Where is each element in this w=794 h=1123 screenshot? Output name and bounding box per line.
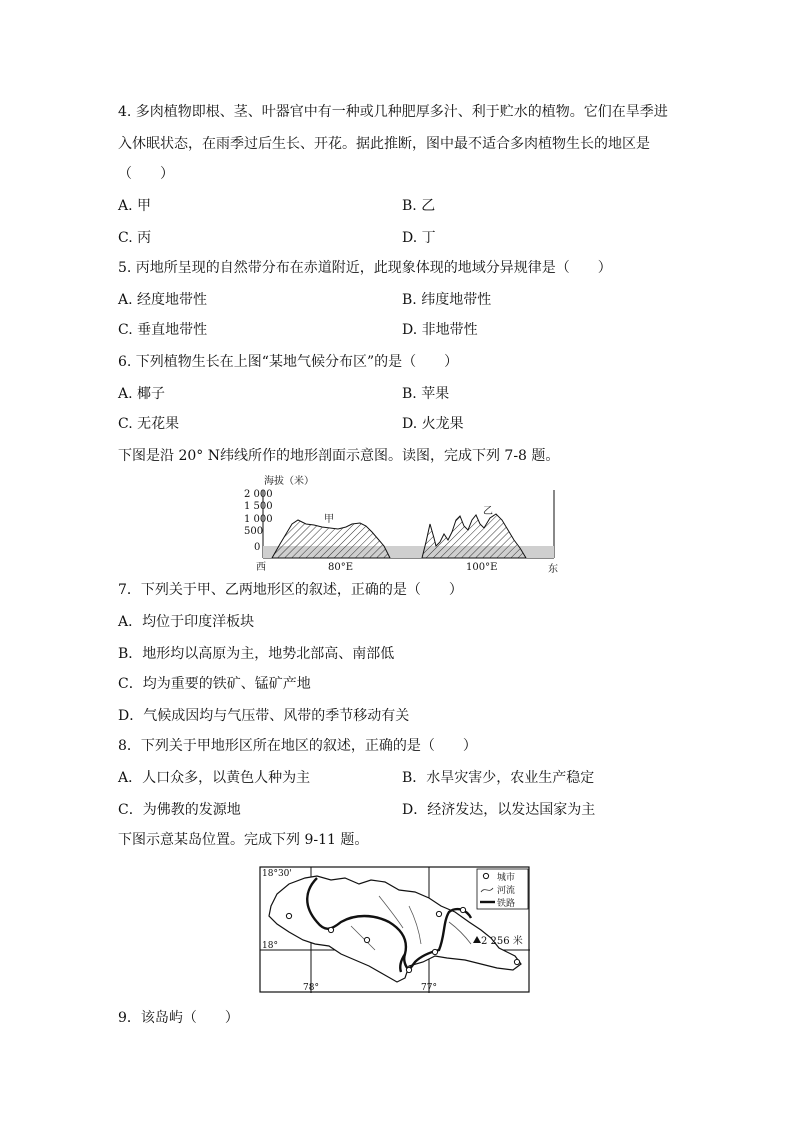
city-marker (406, 967, 411, 972)
q7-option-a: A．均位于印度洋板块 (118, 614, 255, 630)
lon-78-label: 78° (303, 983, 319, 993)
q9-stem: 9．该岛屿（ ） (118, 1010, 239, 1026)
island-map-figure (259, 866, 531, 994)
city-marker (514, 959, 519, 964)
peak-label: 2 256 米 (481, 936, 523, 947)
legend-city-label: 城市 (497, 873, 516, 883)
q6-option-c: C. 无花果 (118, 416, 180, 432)
q4-stem-line1: 4. 多肉植物即根、茎、叶器官中有一种或几种肥厚多汁、利于贮水的植物。它们在旱季进 (118, 104, 668, 120)
landform-jia (272, 520, 390, 558)
q5-option-c: C. 垂直地带性 (118, 322, 208, 338)
q8-option-d: D．经济发达，以发达国家为主 (402, 802, 596, 818)
q7-option-b: B．地形均以高原为主，地势北部高、南部低 (118, 646, 395, 662)
landform-yi (422, 514, 526, 558)
q6-option-a: A. 椰子 (118, 386, 166, 402)
q5-option-a: A. 经度地带性 (118, 292, 208, 308)
q7-option-c: C．均为重要的铁矿、锰矿产地 (118, 676, 311, 692)
city-marker (286, 913, 291, 918)
label-jia: 甲 (324, 514, 334, 525)
profile-tick-2000: 2 000 (244, 489, 273, 500)
legend-rail-label: 铁路 (497, 899, 516, 909)
city-marker (436, 911, 441, 916)
q4-option-d: D. 丁 (402, 230, 436, 246)
q7-stem: 7．下列关于甲、乙两地形区的叙述，正确的是（ ） (118, 582, 463, 598)
legend-city-icon (483, 873, 488, 878)
label-yi: 乙 (483, 506, 493, 517)
profile-x-100e: 100°E (466, 562, 498, 573)
profile-x-east: 东 (548, 564, 558, 575)
q4-option-c: C. 丙 (118, 230, 152, 246)
q4-stem-line2: 入休眠状态，在雨季过后生长、开花。据此推断，图中最不适合多肉植物生长的地区是 (118, 136, 650, 152)
profile-tick-1500: 1 500 (244, 501, 273, 512)
q6-stem: 6. 下列植物生长在上图“某地气候分布区”的是（ ） (118, 354, 459, 370)
profile-tick-0: 0 (254, 542, 261, 553)
profile-x-80e: 80°E (328, 562, 354, 573)
q8-stem: 8．下列关于甲地形区所在地区的叙述，正确的是（ ） (118, 738, 477, 754)
lon-77-label: 77° (421, 983, 437, 993)
q7-option-d: D．气候成因均与气压带、风带的季节移动有关 (118, 708, 410, 724)
q4-option-a: A. 甲 (118, 198, 152, 214)
q5-option-d: D. 非地带性 (402, 322, 478, 338)
q6-option-b: B. 苹果 (402, 386, 450, 402)
terrain-profile-figure (244, 472, 570, 575)
q8-option-c: C．为佛教的发源地 (118, 802, 241, 818)
intro-7-8: 下图是沿 20° N纬线所作的地形剖面示意图。读图，完成下列 7-8 题。 (118, 448, 560, 464)
city-marker (460, 907, 465, 912)
city-marker (364, 937, 369, 942)
q5-option-b: B. 纬度地带性 (402, 292, 492, 308)
profile-x-west: 西 (256, 562, 266, 573)
q8-option-b: B．水旱灾害少，农业生产稳定 (402, 770, 595, 786)
q4-stem-line3: （ ） (118, 166, 174, 182)
profile-tick-500: 500 (244, 526, 264, 537)
legend-river-label: 河流 (497, 886, 516, 896)
profile-tick-1000: 1 000 (244, 514, 273, 525)
q4-option-b: B. 乙 (402, 198, 436, 214)
intro-9-11: 下图示意某岛位置。完成下列 9-11 题。 (118, 832, 369, 848)
q5-stem: 5. 丙地所呈现的自然带分布在赤道附近，此现象体现的地域分异规律是（ ） (118, 260, 612, 276)
q8-option-a: A．人口众多，以黄色人种为主 (118, 770, 311, 786)
city-marker (328, 927, 333, 932)
q6-option-d: D. 火龙果 (402, 416, 464, 432)
lat-1830-label: 18°30' (262, 869, 292, 879)
profile-ylabel: 海拔（米） (264, 476, 314, 487)
city-marker (432, 949, 437, 954)
lat-18-label: 18° (262, 941, 278, 951)
